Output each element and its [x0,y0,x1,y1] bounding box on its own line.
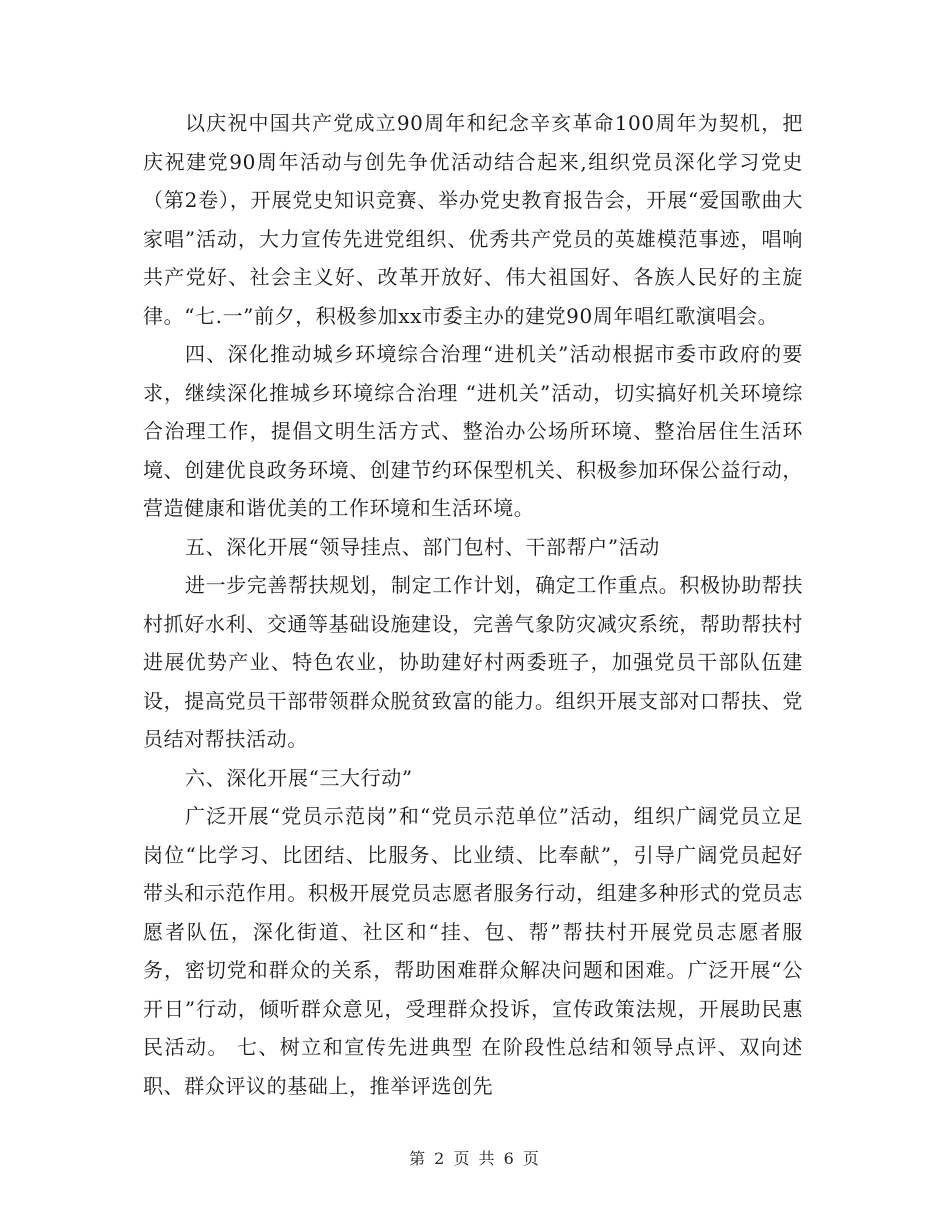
paragraph-assistance-plan: 进一步完善帮扶规划，制定工作计划，确定工作重点。积极协助帮扶村抓好水利、交通等基础设施建设，完善气象防灾减灾系统，帮助帮扶村进展优势产业、特色农业，协助建好村两委班子，加强党员干部队伍建设，提高党员干部带领群众脱贫致富的能力。组织开展支部对口帮扶、党员结对帮扶活动。 [143,573,803,751]
document-body [143,104,803,1105]
heading-three-actions: 六、深化开展“三大行动” [185,765,413,790]
page-number-footer: 第 2 页 共 6 页 [409,1149,541,1168]
paragraph-party-member-demonstration: 广泛开展“党员示范岗”和“党员示范单位”活动，组织广阔党员立足岗位“比学习、比团结、比服务、比业绩、比奉献”，引导广阔党员起好带头和示范作用。积极开展党员志愿者服务行动，组建多种形式的党员志愿者队伍，深化街道、社区和“挂、包、帮”帮扶村开展党员志愿者服务，密切党和群众的关系，帮助困难群众解决问题和困难。广泛开展“公开日”行动，倾听群众意见，受理群众投诉，宣传政策法规，开展助民惠民活动。 七、树立和宣传先进典型 在阶段性总结和领导点评、双向述职、群众评议的基础上，推举评选创先 [143,804,803,1098]
paragraph-environment-governance: 四、深化推动城乡环境综合治理“进机关”活动根据市委市政府的要求，继续深化推城乡环境综合治理 “进机关”活动，切实搞好机关环境综合治理工作，提倡文明生活方式、整治办公场所环境、整治居住生活环境、创建优良政务环境、创建节约环保型机关、积极参加环保公益行动，营造健康和谐优美的工作环境和生活环境。 [143,342,803,520]
heading-leader-village-support: 五、深化开展“领导挂点、部门包村、干部帮户”活动 [185,534,660,559]
paragraph-anniversary-activities: 以庆祝中国共产党成立90周年和纪念辛亥革命100周年为契机，把庆祝建党90周年活动与创先争优活动结合起来,组织党员深化学习党史（第2卷），开展党史知识竞赛、举办党史教育报告会，开展“爱国歌曲大家唱”活动，大力宣传先进党组织、优秀共产党员的英雄模范事迹，唱响共产党好、社会主义好、改革开放好、伟大祖国好、各族人民好的主旋律。“七.一”前夕，积极参加xx市委主办的建党90周年唱红歌演唱会。 [143,111,803,328]
